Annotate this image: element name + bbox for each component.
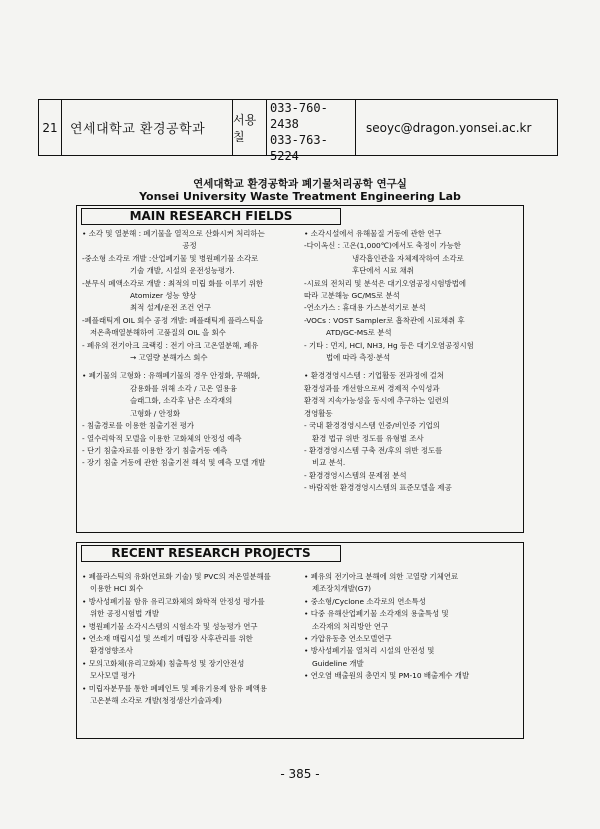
list-item: - 국내 환경경영시스템 인증/비인증 기업의: [304, 421, 440, 431]
list-item: 이용한 HCl 회수: [90, 584, 144, 594]
phone-1: 033-760-2438: [270, 101, 328, 131]
list-item: 제조장치개발(G7): [312, 584, 372, 594]
list-item: 경영활동: [304, 408, 333, 418]
list-item: 고형화 / 안정화: [130, 408, 181, 418]
list-item: 환경 법규 위반 정도를 유형별 조사: [312, 433, 424, 443]
list-item: • 폐유의 전기아크 분해에 의한 고열량 기체연료: [304, 572, 459, 581]
main-research-left-column: [82, 228, 297, 470]
list-item: 공정: [182, 241, 197, 251]
list-item: - 환경경영시스템의 문제점 분석: [304, 470, 407, 480]
recent-research-right-column: [304, 571, 519, 683]
list-item: 비교 분석.: [312, 458, 346, 468]
list-item: → 고열량 분해가스 회수: [130, 353, 208, 363]
list-item: Atomizer 성능 향상: [130, 291, 197, 301]
list-item: 따라 고분해능 GC/MS로 분석: [304, 291, 400, 301]
list-item: • 방사성폐기물 함유 유리고화체의 화학적 안정성 평가를: [82, 596, 265, 606]
recent-research-projects-box: [76, 542, 524, 739]
list-item: - 장기 침출 거동에 관한 침출기전 해석 및 예측 모델 개발: [82, 458, 266, 468]
list-item: • 병원폐기물 소각시스템의 시험소각 및 성능평가 연구: [82, 621, 258, 631]
list-item: - 단기 침출자료를 이용한 장기 침출거동 예측: [82, 445, 228, 455]
list-item: • 소각 및 열분해 : 폐기물을 열적으로 산화시켜 처리하는: [82, 229, 265, 238]
list-item: 환경적 지속가능성을 동시에 추구하는 일련의: [304, 396, 450, 406]
list-item: Guideline 개발: [312, 658, 364, 668]
list-item: 법에 따라 측정·분석: [326, 353, 391, 363]
list-item: • 방사성폐기물 열처리 시설의 안전성 및: [304, 646, 435, 656]
list-item: • 폐기물의 고형화 : 유해폐기물의 경우 안정화, 무해화,: [82, 371, 260, 381]
list-item: 냉각흡인관을 자체제작하여 소각로: [352, 253, 464, 263]
list-item: 환경영향조사: [90, 646, 133, 656]
list-item: 고온분해 소각로 개발(청정생산기술과제): [90, 696, 222, 706]
contact-person: 서용칠: [233, 100, 267, 155]
main-research-right-column: [304, 228, 519, 495]
list-item: -다이옥신 : 고온(1,000℃)에서도 축정이 가능한: [304, 241, 461, 251]
list-item: - 폐유의 전기아크 크랙킹 : 전기 아크 고온열분해, 폐유: [82, 340, 259, 350]
recent-research-left-column: [82, 571, 297, 707]
main-research-heading: MAIN RESEARCH FIELDS: [81, 208, 341, 225]
contact-table-row: [38, 99, 558, 163]
main-research-fields-box: [76, 205, 524, 533]
list-item: 기술 개발, 시설의 운전성능평가.: [130, 266, 235, 276]
list-item: -VOCs : VOST Sampler로 흡착관에 시료채취 후: [304, 315, 465, 325]
lab-title-korean: 연세대학교 환경공학과 폐기물처리공학 연구실: [193, 178, 407, 190]
list-item: -연소가스 : 휴대용 가스분석기로 분석: [304, 303, 426, 313]
page-number: - 385 -: [280, 767, 320, 781]
row-number: 21: [39, 100, 62, 155]
list-item: - 환경경영시스템 구축 전/후의 위반 정도를: [304, 445, 443, 455]
list-item: • 중소형/Cyclone 소각로의 연소특성: [304, 596, 426, 606]
list-item: - 침출경로를 이용한 침출기전 평가: [82, 421, 195, 431]
list-item: - 기타 : 먼지, HCl, NH3, Hg 등은 대기오염공정시험: [304, 340, 474, 350]
list-item: 소각재의 처리방안 연구: [312, 621, 389, 631]
list-item: 위한 공정시험법 개발: [90, 609, 159, 619]
list-item: ATD/GC-MS로 분석: [326, 328, 392, 338]
list-item: 후단에서 시료 채취: [352, 266, 414, 276]
list-item: • 다중 유해산업폐기물 소각재의 용출특성 및: [304, 609, 449, 619]
lab-title-english: Yonsei University Waste Treatment Engineering Lab: [139, 190, 461, 203]
list-item: 슬래그화, 소각후 남은 소각재의: [130, 396, 233, 406]
list-item: • 모의고화체(유리고화체) 침출특성 및 장기안전성: [82, 658, 245, 668]
phone-2: 033-763-5224: [270, 133, 328, 163]
list-item: - 열수리학적 모델을 이용한 고화체의 안정성 예측: [82, 433, 242, 443]
list-item: - 바람직한 환경경영시스템의 표준모델을 제공: [304, 483, 452, 493]
email-address: seoyc@dragon.yonsei.ac.kr: [366, 120, 532, 135]
list-item: • 연오염 배출원의 총먼지 및 PM-10 배출계수 개발: [304, 671, 470, 681]
phone-numbers: [267, 100, 356, 163]
list-item: • 환경경영시스템 : 기업활동 전과정에 걸쳐: [304, 371, 444, 381]
list-item: -중소형 소각로 개발 :산업폐기물 및 병원폐기물 소각로: [82, 253, 259, 263]
recent-research-heading: RECENT RESEARCH PROJECTS: [81, 545, 341, 562]
list-item: -시료의 전처리 및 분석은 대기오염공정시험방법에: [304, 278, 466, 288]
list-item: -분무식 폐액소각로 개발 : 최적의 미립 화를 이루기 위한: [82, 278, 264, 288]
list-item: • 가압유동층 연소모델연구: [304, 634, 392, 644]
list-item: -폐플래틱계 OIL 회수 공정 개발: 폐플래틱계 플라스틱을: [82, 315, 264, 325]
list-item: 환경성과를 개선함으로써 경제적 수익성과: [304, 383, 440, 393]
institution-name: 연세대학교 환경공학과: [62, 100, 233, 155]
list-item: • 폐플라스틱의 유화(연료화 기술) 및 PVC의 저온열분해를: [82, 572, 271, 581]
list-item: 모사모델 평가: [90, 671, 136, 681]
list-item: • 연소재 매립시설 및 쓰레기 매립장 사후관리를 위한: [82, 634, 253, 644]
list-item: 최적 설계/운전 조건 연구: [130, 303, 211, 313]
list-item: 저온촉매열분해하여 고품질의 OIL 을 회수: [90, 328, 226, 338]
list-item: • 미립자분무를 통한 폐페인트 및 폐유기용제 함유 폐액용: [82, 683, 268, 693]
list-item: 감용화를 위해 소각 / 고온 열용융: [130, 383, 238, 393]
list-item: • 소각시설에서 유해물질 거동에 관한 연구: [304, 229, 442, 238]
